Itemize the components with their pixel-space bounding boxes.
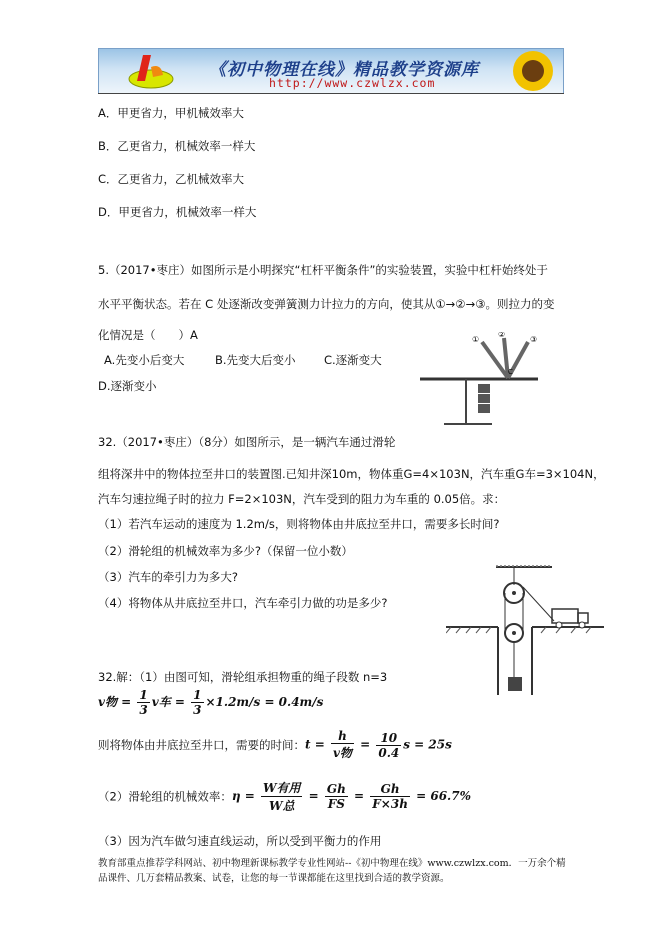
q32-sub3: （3）汽车的牵引力为多大?	[98, 570, 238, 584]
v-object-lhs: v物 =	[98, 695, 136, 709]
q5-option-a: A.先变小后变大	[104, 353, 185, 367]
footer-text: 教育部重点推荐学科网站、初中物理新课标教学专业性网站--《初中物理在线》www.czwlzx.com．一万余个精品课件、几万套精品教案、试卷，让您的每一节课都能在这里找到合适的教学资源。	[98, 858, 566, 884]
sunflower-icon	[493, 49, 563, 93]
lever-figure	[410, 332, 550, 432]
option-c: C．乙更省力，乙机械效率大	[98, 172, 245, 186]
efficiency-formula: （2）滑轮组的机械效率：η = $\frac{\text{W有用}}{\text{W总}}$ = $\frac{Gh}{FS}$ = $\frac{Gh}{F\times 3h}$ = 66.7%	[98, 781, 471, 813]
site-url[interactable]: http://www.czwlzx.com	[269, 76, 436, 90]
v-car: v车 =	[151, 695, 190, 709]
truck-icon	[552, 609, 588, 628]
lever-label-3: ③	[530, 335, 538, 344]
lever-label-2: ②	[498, 332, 506, 339]
q5-option-d: D.逐渐变小	[98, 379, 157, 393]
q5-option-c: C.逐渐变大	[324, 353, 382, 367]
v-result: ×1.2m/s = 0.4m/s	[205, 695, 324, 709]
q32-sub4: （4）将物体从井底拉至井口，汽车牵引力做的功是多少?	[98, 596, 388, 610]
option-b: B．乙更省力，机械效率一样大	[98, 139, 256, 153]
pulley-well-figure	[446, 565, 606, 695]
q32-sub2: （2）滑轮组的机械效率为多少?（保留一位小数）	[98, 544, 353, 558]
option-d: D．甲更省力，机械效率一样大	[98, 205, 257, 219]
lever-label-c: C	[508, 368, 513, 376]
q5-option-b: B.先变大后变小	[215, 353, 296, 367]
velocity-formula: v物 = $\frac{1}{3}$ v车 = $\frac{1}{3}$ ×1.2m/s = 0.4m/s	[98, 688, 324, 717]
logo-icon	[121, 49, 181, 93]
solution-line1: 32.解：（1）由图可知，滑轮组承担物重的绳子段数 n=3	[98, 670, 388, 684]
q32-line1: 32.（2017•枣庄）（8分）如图所示，是一辆汽车通过滑轮	[98, 435, 396, 449]
efficiency-label: （2）滑轮组的机械效率：	[98, 789, 232, 804]
time-formula: 则将物体由井底拉至井口，需要的时间：t = $\frac{h}{\text{v物}}$ = $\frac{10}{0.4}$ s = 25s	[98, 729, 452, 760]
q32-line3: 汽车匀速拉绳子时的拉力 F=2×103N，汽车受到的阻力为车重的 0.05倍。求：	[98, 492, 506, 506]
header-rule	[98, 93, 564, 94]
q32-sub1: （1）若汽车运动的速度为 1.2m/s，则将物体由井底拉至井口，需要多长时间?	[98, 517, 500, 531]
solution-line3: （3）因为汽车做匀速直线运动，所以受到平衡力的作用	[98, 834, 382, 848]
time-label: 则将物体由井底拉至井口，需要的时间：	[98, 738, 305, 752]
lever-label-1: ①	[472, 335, 480, 344]
q5-line2: 水平平衡状态。若在 C 处逐渐改变弹簧测力计拉力的方向，使其从①→②→③。则拉力的变	[98, 297, 555, 311]
q32-line2: 组将深井中的物体拉至井口的装置图.已知井深10m，物体重G=4×103N，汽车重G车=3×104N，	[98, 467, 605, 481]
q5-line1: 5.（2017•枣庄）如图所示是小明探究“杠杆平衡条件”的实验装置，实验中杠杆始终处于	[98, 263, 548, 277]
q5-line3: 化情况是（ ）A	[98, 328, 198, 342]
site-title: 《初中物理在线》精品教学资源库	[209, 60, 479, 80]
option-a: A．甲更省力，甲机械效率大	[98, 106, 244, 120]
header-banner	[98, 48, 564, 94]
